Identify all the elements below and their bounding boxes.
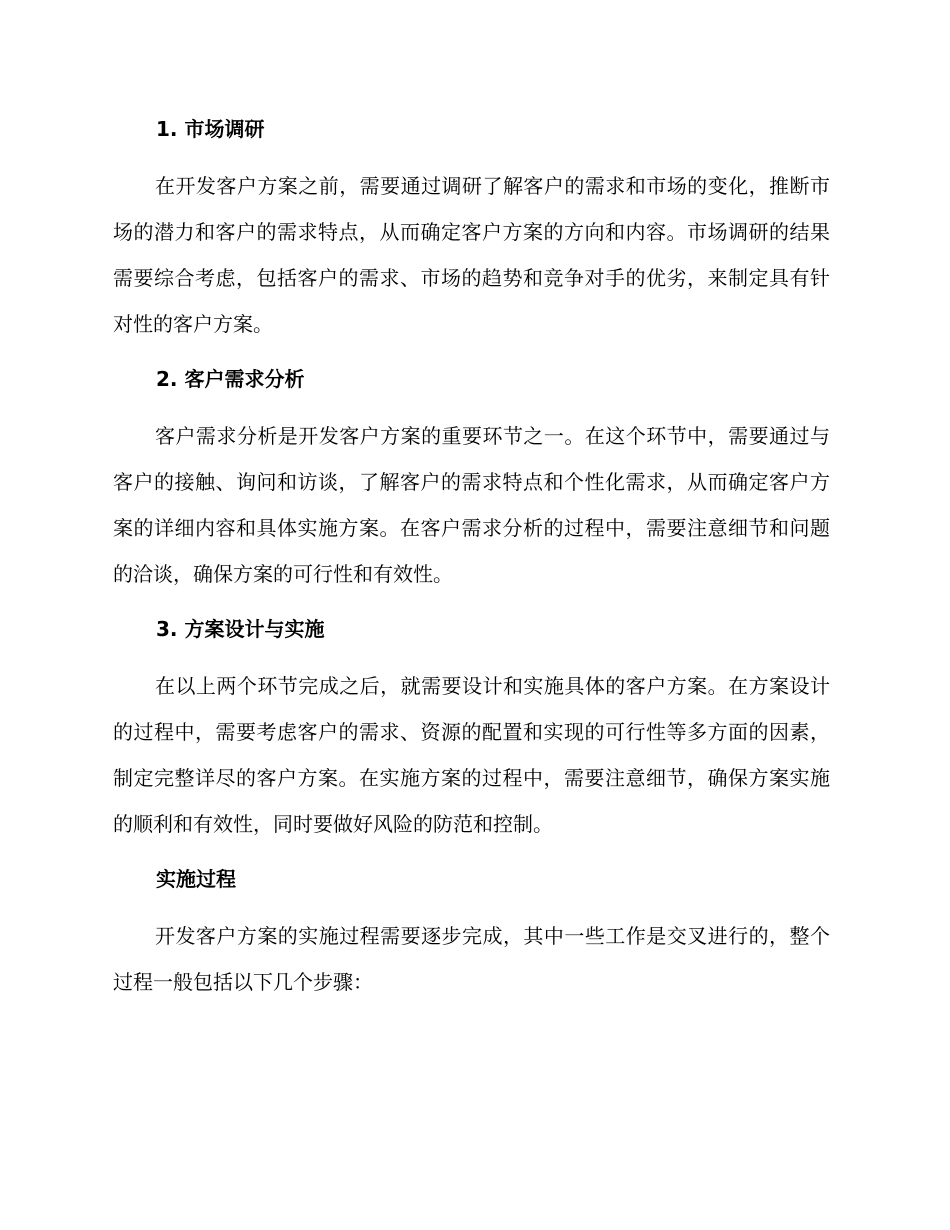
section-heading-design-implementation: 3. 方案设计与实施 [156, 617, 325, 641]
section-heading-implementation-process: 实施过程 [156, 867, 236, 891]
section-body-implementation-process: 开发客户方案的实施过程需要逐步完成，其中一些工作是交叉进行的，整个过程一般包括以下几个步骤： [113, 924, 830, 994]
section-heading-customer-needs: 2. 客户需求分析 [156, 367, 305, 391]
section-body-customer-needs: 客户需求分析是开发客户方案的重要环节之一。在这个环节中，需要通过与客户的接触、询问和访谈，了解客户的需求特点和个性化需求，从而确定客户方案的详细内容和具体实施方案。在客户需求分析的过程中，需要注意细节和问题的洽谈，确保方案的可行性和有效性。 [113, 424, 830, 586]
section-heading-market-research: 1. 市场调研 [156, 117, 265, 141]
section-body-design-implementation: 在以上两个环节完成之后，就需要设计和实施具体的客户方案。在方案设计的过程中，需要考虑客户的需求、资源的配置和实现的可行性等多方面的因素，制定完整详尽的客户方案。在实施方案的过程中，需要注意细节，确保方案实施的顺利和有效性，同时要做好风险的防范和控制。 [113, 674, 830, 836]
section-body-market-research: 在开发客户方案之前，需要通过调研了解客户的需求和市场的变化，推断市场的潜力和客户的需求特点，从而确定客户方案的方向和内容。市场调研的结果需要综合考虑，包括客户的需求、市场的趋势和竞争对手的优劣，来制定具有针对性的客户方案。 [113, 174, 830, 336]
